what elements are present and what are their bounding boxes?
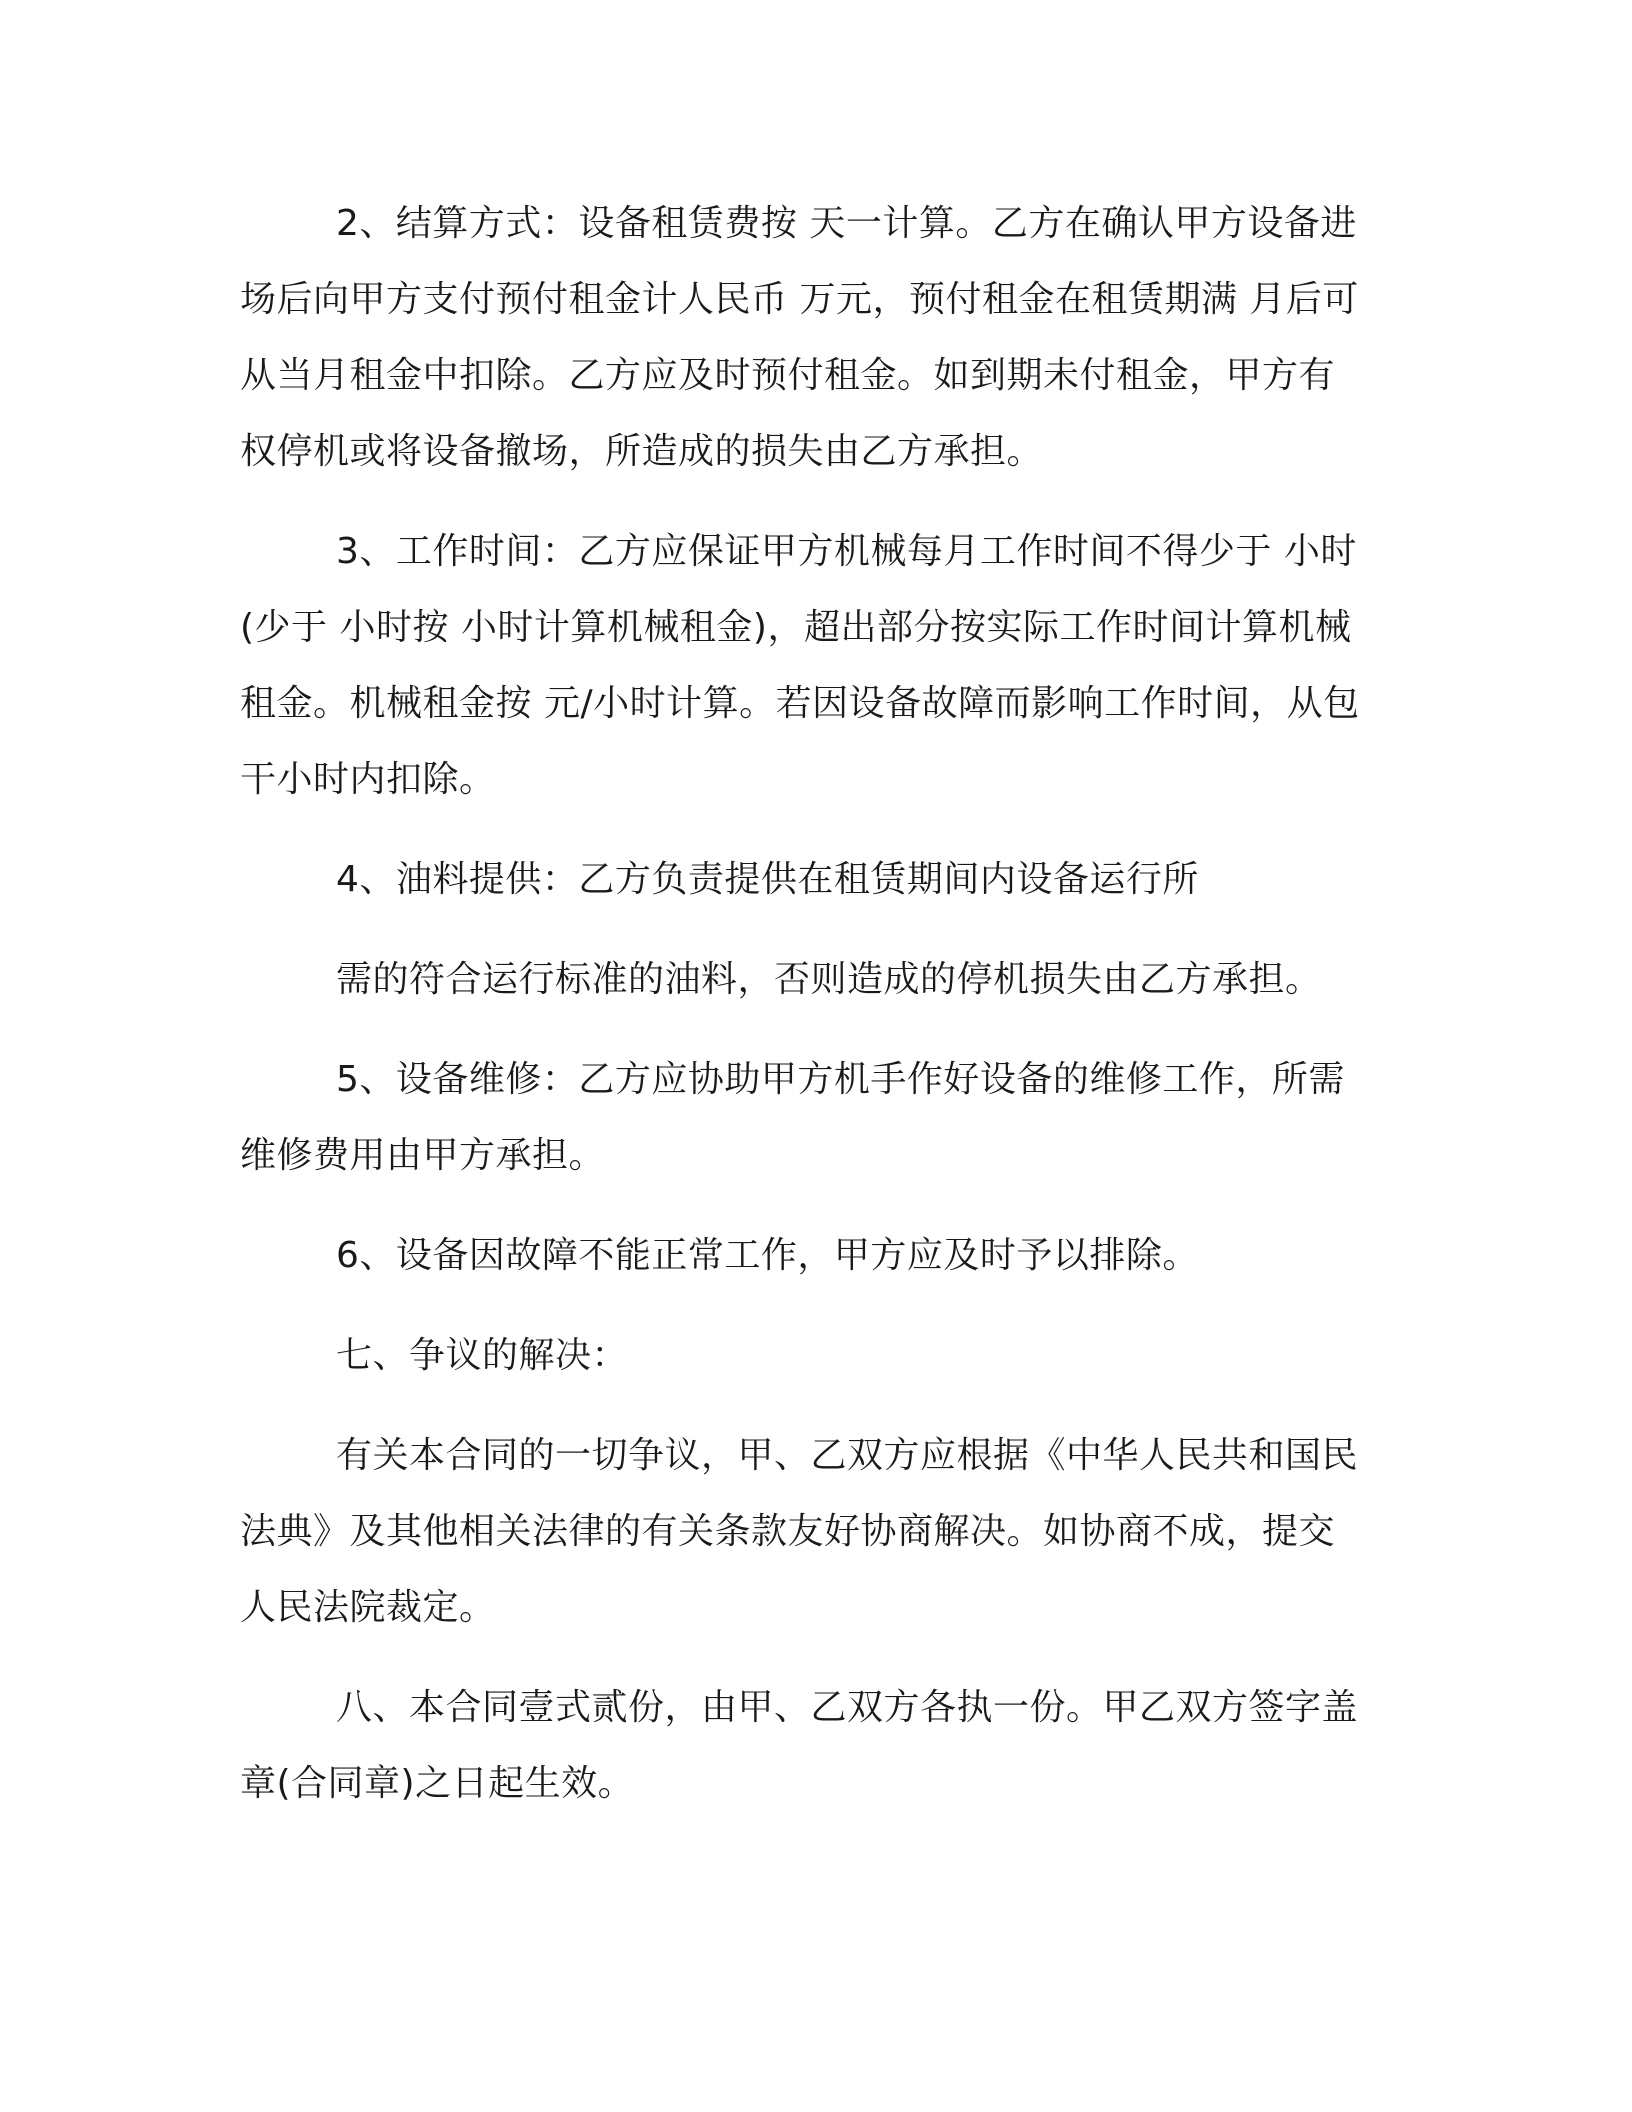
clause-working-hours bbox=[240, 514, 1380, 818]
text-line: 章(合同章)之日起生效。 bbox=[240, 1763, 635, 1804]
text-line: 权停机或将设备撤场，所造成的损失由乙方承担。 bbox=[240, 431, 1044, 472]
clause-fault-repair bbox=[240, 1218, 1380, 1294]
document-page bbox=[240, 186, 1380, 1846]
text-line: 3、工作时间：乙方应保证甲方机械每月工作时间不得少于 小时 bbox=[336, 531, 1357, 572]
text-line: 维修费用由甲方承担。 bbox=[240, 1135, 606, 1176]
clause-maintenance bbox=[240, 1042, 1380, 1194]
text-line: (少于 小时按 小时计算机械租金)，超出部分按实际工作时间计算机械 bbox=[240, 607, 1352, 648]
clause-fuel-supply bbox=[240, 842, 1380, 918]
clause-copies-effective bbox=[240, 1670, 1380, 1822]
section-dispute-heading bbox=[240, 1318, 1380, 1394]
text-line: 5、设备维修：乙方应协助甲方机手作好设备的维修工作，所需 bbox=[336, 1059, 1345, 1100]
text-line: 有关本合同的一切争议，甲、乙双方应根据《中华人民共和国民 bbox=[336, 1435, 1359, 1476]
text-line: 2、结算方式：设备租赁费按 天一计算。乙方在确认甲方设备进 bbox=[336, 203, 1357, 244]
text-line: 人民法院裁定。 bbox=[240, 1587, 496, 1628]
text-line: 八、本合同壹式贰份，由甲、乙双方各执一份。甲乙双方签字盖 bbox=[336, 1687, 1359, 1728]
clause-settlement bbox=[240, 186, 1380, 490]
clause-fuel-supply-continued bbox=[240, 942, 1380, 1018]
text-line: 干小时内扣除。 bbox=[240, 759, 496, 800]
text-line: 法典》及其他相关法律的有关条款友好协商解决。如协商不成，提交 bbox=[240, 1511, 1336, 1552]
text-line: 场后向甲方支付预付租金计人民币 万元，预付租金在租赁期满 月后可 bbox=[240, 279, 1359, 320]
text-line: 4、油料提供：乙方负责提供在租赁期间内设备运行所 bbox=[336, 859, 1199, 900]
text-line: 6、设备因故障不能正常工作，甲方应及时予以排除。 bbox=[336, 1235, 1199, 1276]
section-heading: 七、争议的解决： bbox=[336, 1335, 629, 1376]
text-line: 租金。机械租金按 元/小时计算。若因设备故障而影响工作时间，从包 bbox=[240, 683, 1360, 724]
clause-dispute-resolution bbox=[240, 1418, 1380, 1646]
text-line: 需的符合运行标准的油料，否则造成的停机损失由乙方承担。 bbox=[336, 959, 1322, 1000]
text-line: 从当月租金中扣除。乙方应及时预付租金。如到期未付租金，甲方有 bbox=[240, 355, 1336, 396]
